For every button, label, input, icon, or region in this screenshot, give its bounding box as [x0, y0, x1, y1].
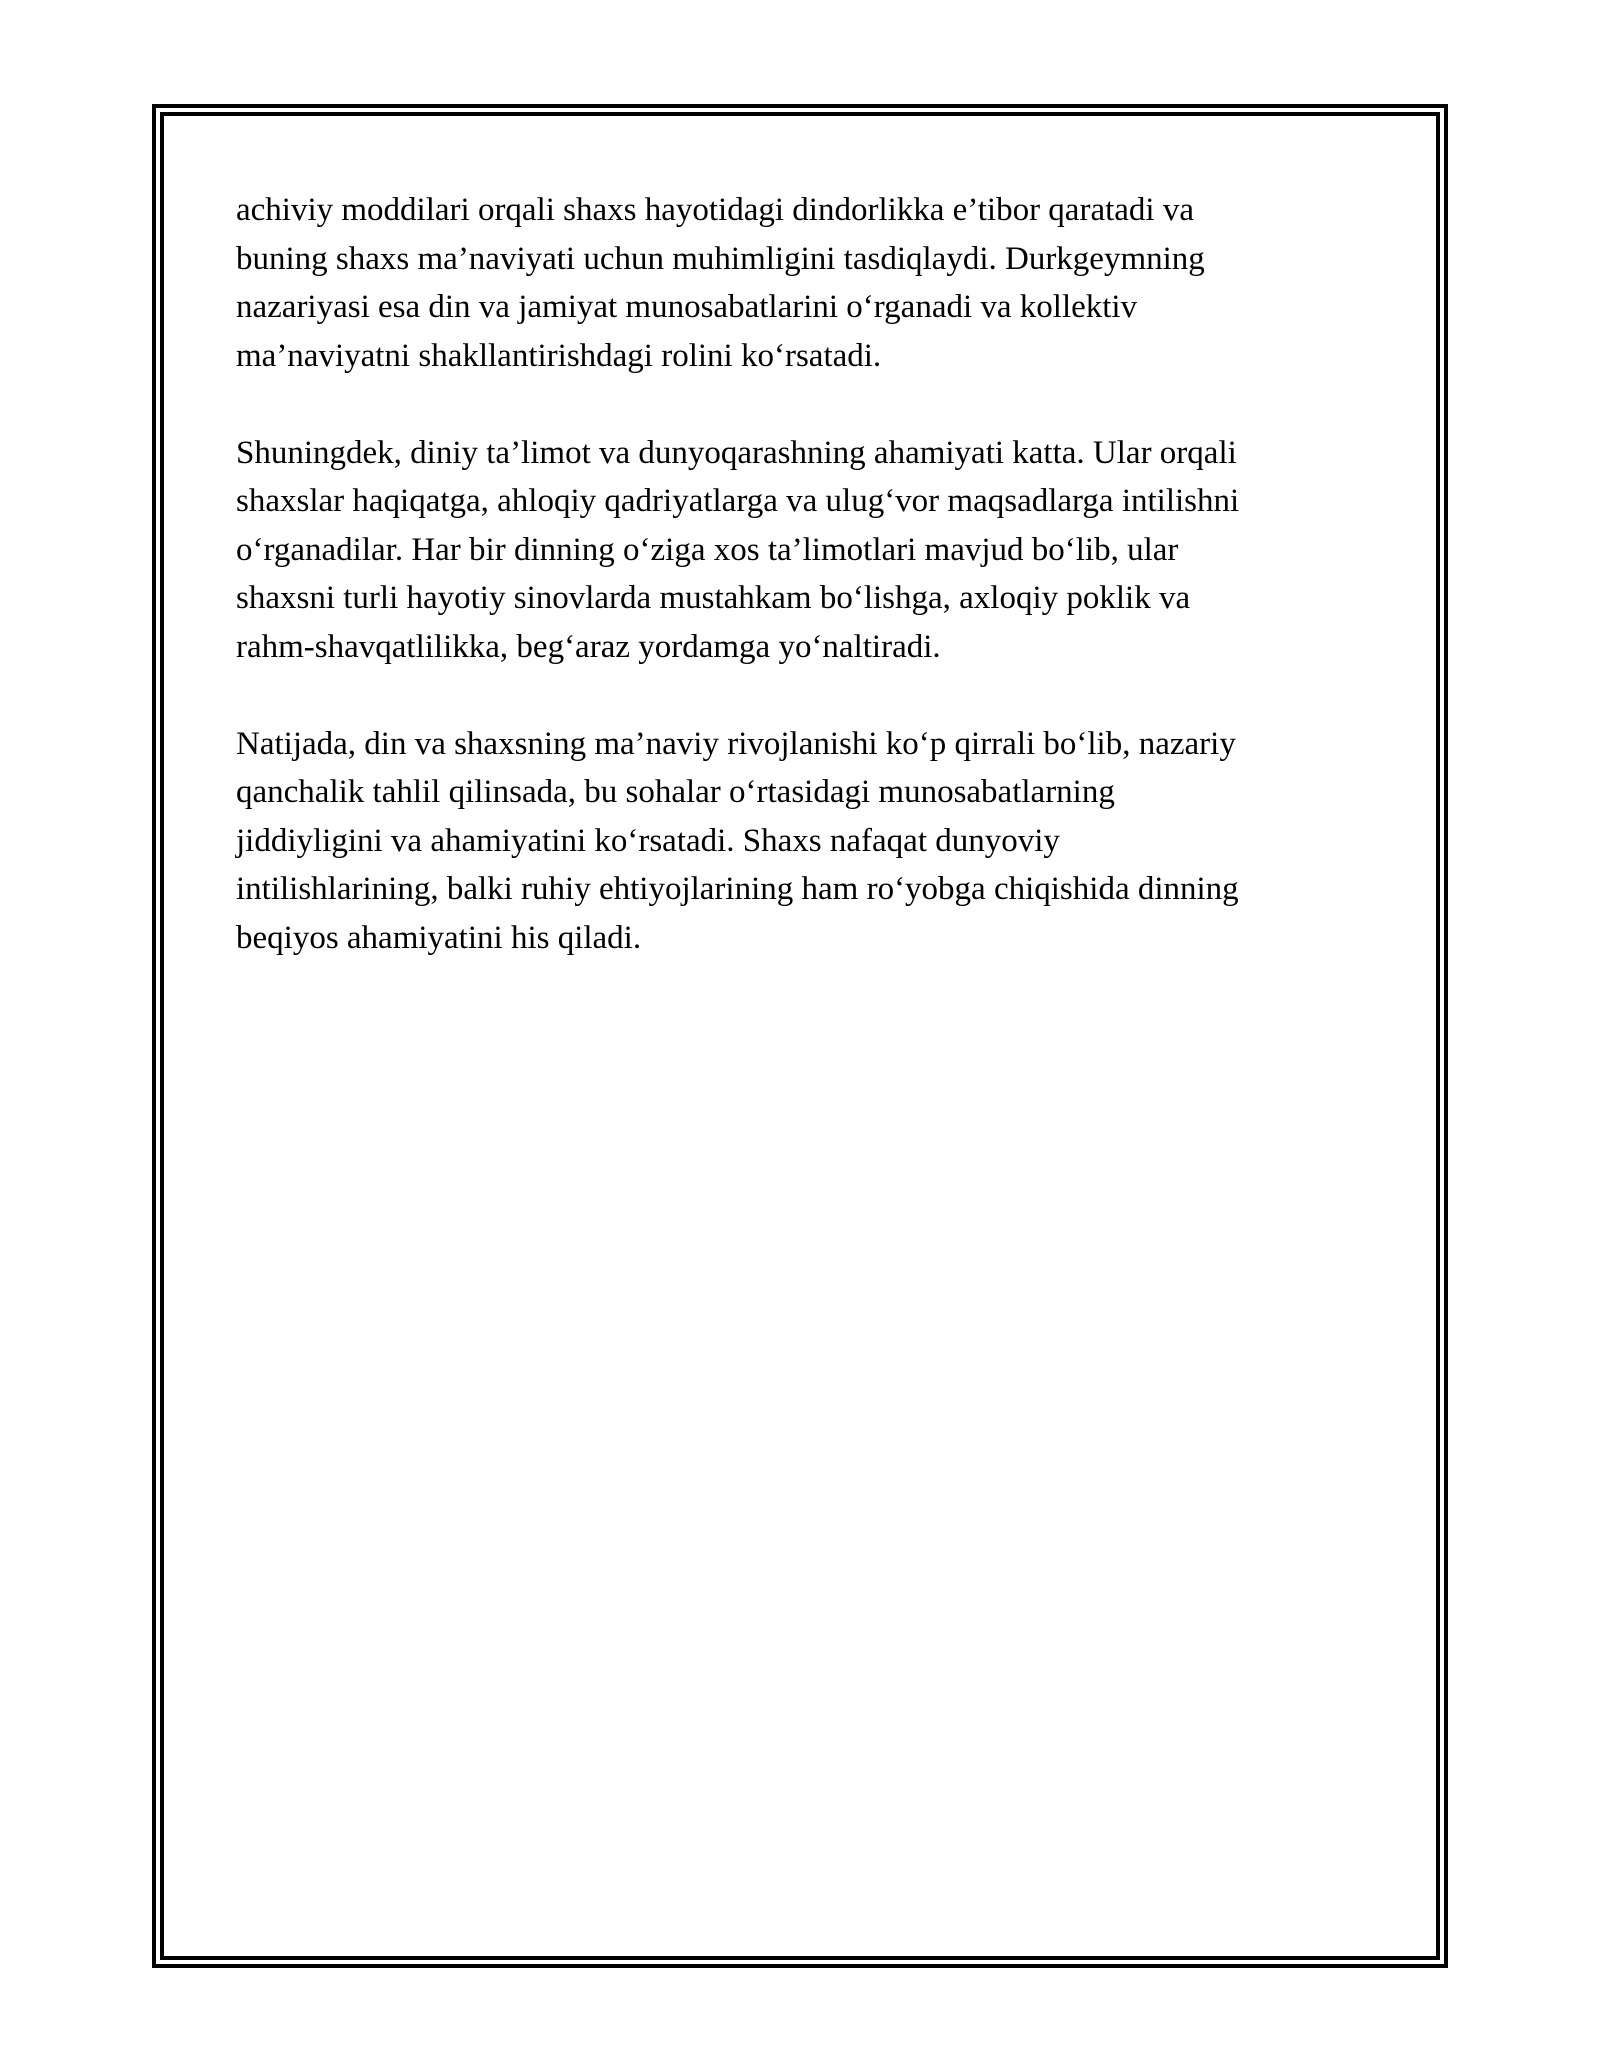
- paragraph-3: Natijada, din va shaxsning ma’naviy rivojlanishi ko‘p qirrali bo‘lib, nazariy qanchalik tahlil qilinsada, bu sohalar o‘rtasidagi munosabatlarning jiddiyligini va ahamiyatini ko‘rsatadi. Shaxs nafaqat dunyoviy intilishlarining, balki ruhiy ehtiyojlarining ham ro‘yobga chiqishida dinning beqiyos ahamiyatini his qiladi.: [236, 725, 1239, 956]
- paragraph-2: Shuningdek, diniy ta’limot va dunyoqarashning ahamiyati katta. Ular orqali shaxslar haqiqatga, ahloqiy qadriyatlarga va ulug‘vor maqsadlarga intilishni o‘rganadilar. Har bir dinning o‘ziga xos ta’limotlari mavjud bo‘lib, ular shaxsni turli hayotiy sinovlarda mustahkam bo‘lishga, axloqiy poklik va rahm-shavqatlilikka, beg‘araz yordamga yo‘naltiradi.: [236, 434, 1240, 665]
- paragraph-1: achiviy moddilari orqali shaxs hayotidagi dindorlikka e’tibor qaratadi va buning shaxs ma’naviyati uchun muhimligini tasdiqlaydi. Durkgeymning nazariyasi esa din va jamiyat munosabatlarini o‘rganadi va kollektiv ma’naviyatni shakllantirishdagi rolini ko‘rsatadi.: [236, 192, 1205, 374]
- document-body: [236, 186, 1366, 1011]
